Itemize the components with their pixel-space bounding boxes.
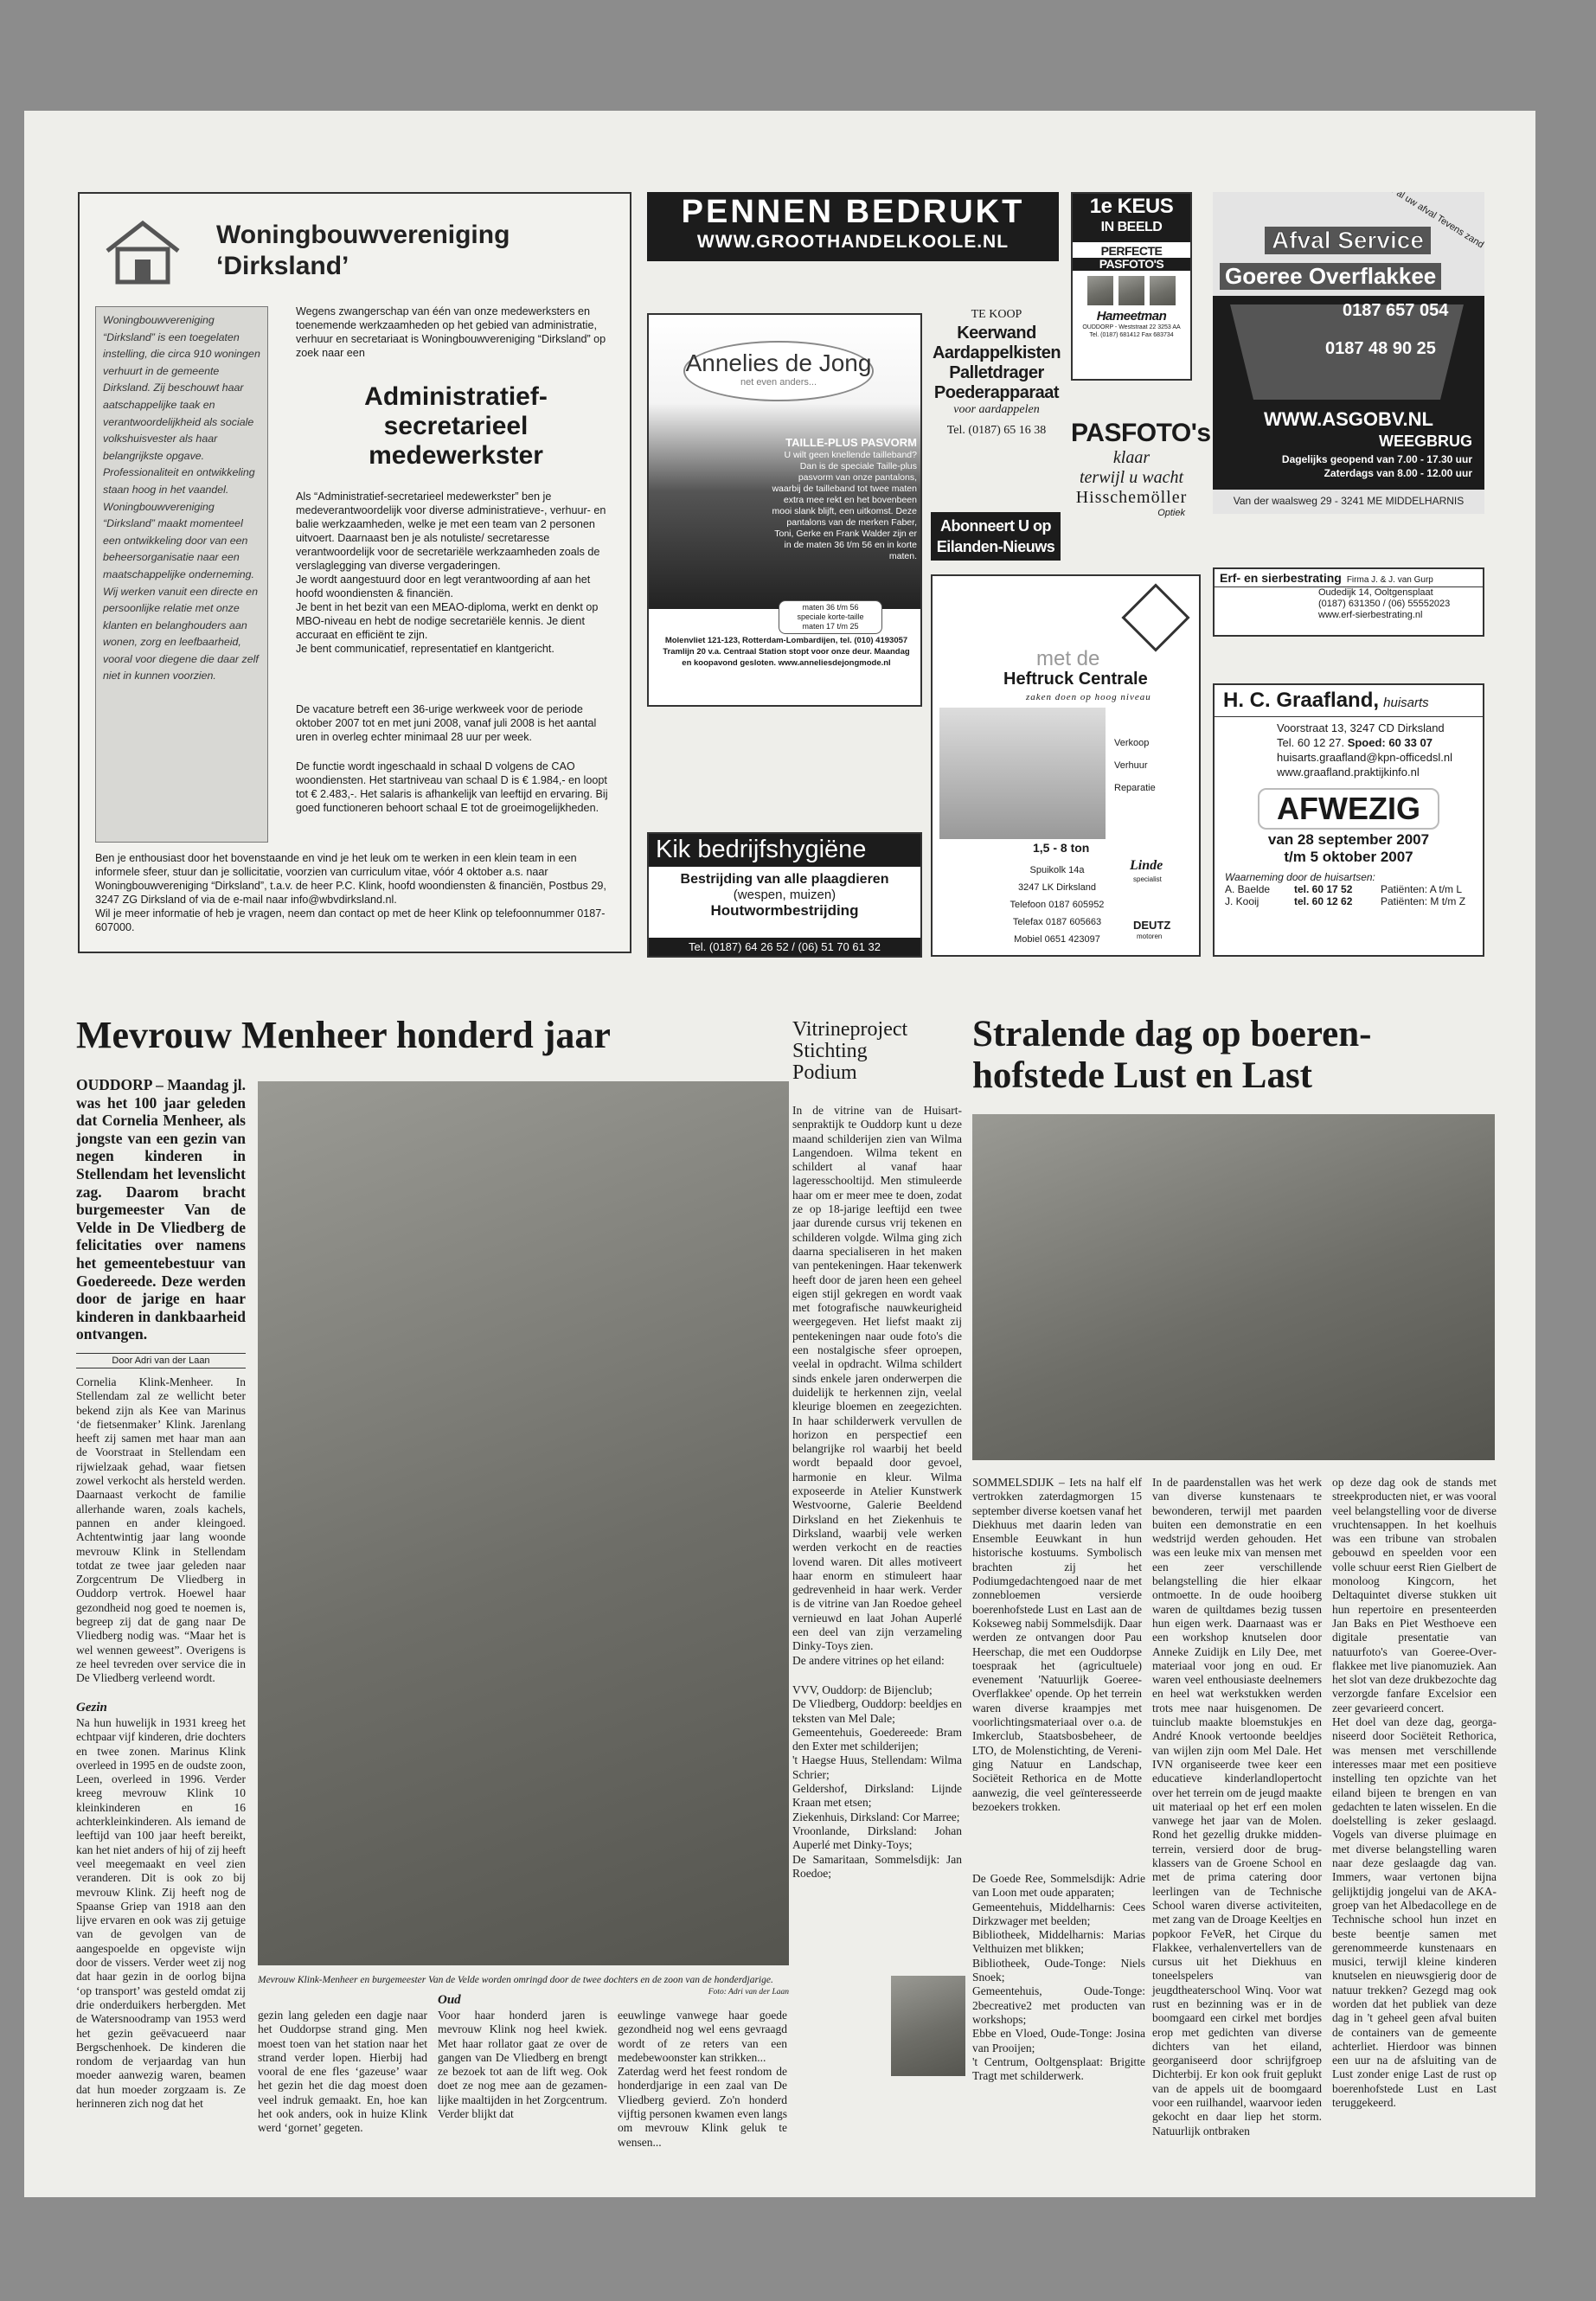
vitrine-item: Geldershof, Dirksland: Lijnde Kraan met etsen; — [792, 1782, 962, 1810]
brand-oval — [683, 341, 874, 401]
house-logo-icon — [104, 218, 182, 285]
erf-title: Erf- en sierbestrating — [1220, 571, 1342, 585]
erf-address: Oudedijk 14, Ooltgensplaat — [1318, 587, 1433, 598]
article1-headline: Mevrouw Menheer honderd jaar — [76, 1014, 611, 1056]
article1-sub-oud: Oud — [438, 1993, 461, 2007]
afval-line2: Goeree Overflakkee — [1220, 263, 1441, 290]
vitrine-item: Bibliotheek, Oude-Tonge: Niels Snoek; — [972, 1956, 1145, 1984]
pasfotos-store: Hisschemöller — [1075, 488, 1188, 507]
afval-address: Van der waalsweg 29 - 3241 ME MIDDELHARNIS — [1213, 490, 1484, 514]
vacancy-hours: De vacature betreft een 36-urige werkweek voor de periode oktober 2007 tot en met juni 2008, vanaf juli 2008 is het aantal uren in overleg echter minimaal 28 uur per week. — [296, 703, 597, 743]
deutz-sub: motoren — [1137, 933, 1163, 940]
salary-text: De functie wordt ingeschaald in schaal D volgens de CAO woondiensten. Het startniveau van schaal D is € 1.984,- en loopt tot € 2.483,-. Het salaris is afhankelijk van leeftijd en ervaring. Bij goed functioneren behoort schaal E tot de groeimogelijkheden. — [296, 760, 608, 814]
keus-ad — [1071, 192, 1192, 381]
vitrine-item: Ebbe en Vloed, Oude-Tonge: Josina van Prooijen; — [972, 2027, 1145, 2054]
heftruck-service-reparatie: Reparatie — [1114, 783, 1156, 793]
doc1-tel: tel. 60 17 52 — [1294, 883, 1353, 895]
article1-col3: Voor haar honderd jaren is mevrouw Klink nog heel kwiek. Met haar rollator gaat ze over de gangen van De Vliedberg en brengt ze bezoek tot aan de lift weg. Ook doet ze nog mee aan de gezamenlijke maaltijden in het Zorgcentrum. Verder blijkt dat — [438, 2009, 607, 2121]
vitrine-item: Gemeentehuis, Middelharnis: Cees Dirkzwager met beelden; — [972, 1900, 1145, 1927]
afval-phone1: 0187 657 054 — [1343, 301, 1449, 320]
kik-line3: Houtwormbestrijding — [710, 902, 859, 919]
kik-line2: (wespen, muizen) — [733, 888, 836, 902]
erf-firm: Firma J. & J. van Gurp — [1346, 575, 1433, 585]
passport-photo — [1118, 276, 1144, 305]
tekoop-sub: voor aardappelen — [953, 403, 1040, 416]
heftruck-range: 1,5 - 8 ton — [1033, 841, 1090, 855]
pasfotos-wacht: terwijl u wacht — [1080, 468, 1183, 487]
afval-weegbrug: WEEGBRUG — [1379, 433, 1472, 450]
doctor-email: huisarts.graafland@kpn-officedsl.nl — [1277, 751, 1453, 764]
article2-list2 — [972, 1872, 1145, 2083]
doctor-role: huisarts — [1383, 695, 1429, 710]
afval-hours2: Zaterdags van 8.00 - 12.00 uur — [1324, 467, 1472, 479]
application-text: Ben je enthousiast door het bovenstaande en vind je het leuk om te werken in een klein team in een informele sfeer, stuur dan je sollicitatie, voorzien van curriculum vitae, vóór 4 oktober a.s. naar Woningbouwvereniging “Dirksland”, t.a.v. de heer P.C. Klink, hoofd woondiensten & financiën, Postbus 29, 3247 ZG Dirksland of via de e-mail naar info@wbvdirksland.nl. Wil je meer informatie of heb je vragen, neem dan contact op met de heer Klink op telefoonnummer 0187-607000. — [95, 852, 606, 933]
painter-photo — [891, 1976, 965, 2076]
vitrine-item: VVV, Ouddorp: de Bijenclub; — [792, 1683, 933, 1696]
keus-store: Hameetman — [1096, 309, 1167, 324]
article1-sub-gezin: Gezin — [76, 1701, 107, 1715]
afval-phone2: 0187 48 90 25 — [1325, 339, 1436, 358]
kik-ad — [647, 832, 922, 958]
tekoop-items: Keerwand Aardappelkisten Palletdrager Poederapparaat — [932, 324, 1061, 402]
article2-headline: Vitrineproject Stichting Podium — [792, 1018, 908, 1084]
linde-sub: specialist — [1133, 875, 1162, 883]
pennen-title: PENNEN BEDRUKT — [681, 194, 1025, 230]
pasfotos-klaar: klaar — [1112, 448, 1151, 467]
vitrine-item: De Vliedberg, Ouddorp: beeldjes en teksten van Mel Dale; — [792, 1697, 962, 1725]
tekoop-label: TE KOOP — [971, 308, 1022, 321]
linde-logo: Linde — [1130, 858, 1163, 873]
heftruck-service-verkoop: Verkoop — [1114, 738, 1150, 748]
store-address: Molenvliet 121-123, Rotterdam-Lombardijen, tel. (010) 4193057 Tramlijn 20 v.a. Centraal Station stopt voor onze deur. Maandag en koopavond gesloten. www.anneliesdejongmode.nl — [663, 636, 910, 668]
afval-ad — [1213, 192, 1484, 514]
farm-event-photo — [972, 1114, 1495, 1460]
brand-tagline: net even anders... — [740, 377, 817, 388]
pasfotos-title: PASFOTO's — [1071, 419, 1211, 447]
vitrine-item: De Samaritaan, Sommelsdijk: Jan Roedoe; — [792, 1852, 962, 1880]
keus-address: OUDDORP - Weststraat 22 3253 AA Tel. (0187) 681412 Fax 683734 — [1082, 324, 1181, 338]
tekoop-phone: Tel. (0187) 65 16 38 — [946, 424, 1047, 437]
doctor-name: H. C. Graafland, — [1223, 689, 1380, 712]
sizes-badge: maten 36 t/m 56 speciale korte-taille maten 17 t/m 25 — [779, 600, 882, 634]
forklift-photo — [939, 708, 1106, 839]
keus-line1: 1e KEUS — [1089, 195, 1174, 218]
article2-col1: In de vitrine van de Huisartsenpraktijk te Ouddorp kunt u deze maand schilderijen zien van Wilma Langendoen. Wilma tekent en schildert al vanaf haar lageresschooltijd. Men stimuleerde haar om er meer mee te doen, zodat ze op 18-jarige leeftijd een twee jaar durende cursus vrij tekenen en schilderen volgde. Wilma ging zich daarna specialiseren in het maken van pentekeningen. Haar tekenwerk heeft door de jaren heen een geheel eigen stijl gekregen en wordt vaak met fotografische nauwkeurigheid weergegeven. Het liefst maakt zij pentekeningen naar oude foto's die een nostalgische sfeer oproepen, veelal in opdracht. Wilma schildert sinds enkele jaren onderwerpen die duidelijk te herkennen zijn, veelal kleurige bloemen en zeegezichten. In haar schilderwerk vervullen de horizon en perspectief een belangrijke rol waarbij het beeld wordt bepaald door gevoel, harmonie en kleur. Wilma exposeerde in Atelier Kunstwerk Westvoorne, Galerie Beeldend Dirksland en het Ziekenhuis te Dirksland, waarbij vele werken werden verkocht en de reacties lovend waren. Dit alles motiveert haar enorm en stimuleert haar gedrevenheid in haar werk. Verder is de vitrine van Jan Roedoe geheel vernieuwd en laat Johan Auperlé een deel van zijn verzameling Dinky-Toys zien. — [792, 1104, 962, 1653]
article1-byline: Door Adri van der Laan — [76, 1353, 246, 1368]
pennen-url: WWW.GROOTHANDELKOOLE.NL — [696, 232, 1010, 252]
subscribe-ad: Abonneert U op Eilanden-Nieuws — [931, 512, 1061, 561]
doctor-address: Voorstraat 13, 3247 CD Dirksland — [1277, 721, 1445, 734]
heftruck-ad — [931, 574, 1201, 957]
tekoop-ad — [927, 308, 1066, 472]
doc2-patients: Patiënten: M t/m Z — [1381, 895, 1466, 907]
article1-col1b: Na hun huwelijk in 1931 kreeg het echtpaar vijf kinderen, drie dochters en twee zonen. Marinus Klink overleed in 1995 en de oudste zoon, Leen, overleed in 1996. Verder kreeg mevrouw Klink 10 kleinkinderen en 16 achterkleinkinderen. Als iemand de leeftijd van 100 jaar heeft bereikt, kan het niet anders of hij of zij heeft veel meegemaakt en veel zien veranderen. Dit is ook zo bij mevrouw Klink. Zij heeft nog de Spaanse Griep van 1918 aan den lijve ervaren en ook was zij getuige van de gevolgen van de aangespoelde en opgeviste wijn door de vissers. Verder weet zij nog dat haar gezin in de oorlog bijna ‘op transport’ was gesteld omdat zij drie onderduikers herbergden. Met de Watersnoodramp van 1953 werd het gezin geëvacueerd naar Bergschenhoek. De kinderen die rondom de verjaardag van hun moeder aanwezig waren, beamen dat hun moeder zorgzaam is. Ze herinneren zich nog dat het — [76, 1716, 246, 2111]
afwezig-dates: van 28 september 2007 t/m 5 oktober 2007 — [1267, 831, 1430, 865]
heftruck-tagline: zaken doen op hoog niveau — [1026, 692, 1151, 702]
heftruck-logo-icon — [1121, 583, 1189, 651]
article3-headline: Stralende dag op boeren- hofstede Lust en Last — [972, 1014, 1372, 1096]
job-description: Als “Administratief-secretarieel medewerkster” ben je medeverantwoordelijk voor diverse administratieve-, verhuur- en balie werkzaamheden, welke je met een team van 2 personen uitvoert. Daarnaast ben je als notuliste/ secretaresse verantwoordelijk voor de secretariële werkzaamheden zoals de verslaglegging van diverse vergaderingen. Je wordt aangestuurd door en legt verantwoording af aan het hoofd woondiensten & financiën. Je bent in het bezit van een MEAO-diploma, werkt en denkt op MBO-niveau en hebt de nodige secretariële kennis. Je dient accuraat en efficiënt te zijn. Je bent communicatief, representatief en klantgericht. — [296, 490, 606, 655]
erf-url: www.erf-sierbestrating.nl — [1318, 610, 1423, 620]
doctor-web: www.graafland.praktijkinfo.nl — [1277, 766, 1420, 779]
article3-col2: In de paardenstallen was het werk van diverse kunstenaars te bewonderen, terwijl met paarden buiten een demonstratie en een wedstrijd werden gehouden. Het was een leuke mix van mensen met een zeer verschillende belangstelling die hier elkaar ontmoette. In de oude hooiberg waren de quiltdames bezig tussen hun eigen werk. Daarnaast was er een workshop knutselen door Anneke Zuidijk en Lily Dee, met materiaal voor jong en oud. Er waren veel enthousiaste deelnemers en heel wat werkstukken werden trots mee naar huisgenomen. De tuinclub maakte bloemstukjes en André Knook vertoonde beeldjes van wijlen zijn oom Mel Dale. Het IVN organiseerde twee keer een educatieve kinderlandlopertocht over het terrein om de jeugd maakte uit materiaal op het erf een molen vanwege het jaar van de Molen. Rond het gezellig drukke middenterrein, versierd door de brugklassers van de Groene School en met de prima catering door leerlingen van de Technische School waren diverse activiteiten, met zang van de Droage Keeltjes en popkoor FeVeR, het Cirque du Flakkee, verhalenvertellers van de cursus uit het Diekhuus en toneelspelers van jeugdtheaterschool Winq. Voor wat rust en bezinning was er in de boomgaard een cirkel met bordjes erop met gedichten van diverse dichters van het eiland, georganiseerd door schrijfgroep Dichterbij. Er kon ook fruit geplukt van de appels uit de boomgaard voor een ruilhandel, waarvoor ieden gekocht en daar liep het storm. Natuurlijk ontbraken — [1152, 1476, 1322, 2138]
article2-list-intro: De andere vitrines op het eiland: — [792, 1654, 945, 1667]
heftruck-service-verhuur: Verhuur — [1114, 760, 1148, 771]
article2-col2: eeuwlinge vanwege haar goede gezondheid nog wel eens gevraagd wordt of ze reters van een medebewoonster kan strikken... Zaterdag werd het feest rondom de honderdjarige in een zaal van De Vliedberg gevierd. Zo'n honderd vijftig personen kwamen even langs om mevrouw Klink geluk te wensen... — [618, 2009, 787, 2149]
keus-line2: IN BEELD — [1100, 220, 1163, 234]
vitrine-item: Ziekenhuis, Dirksland: Cor Marree; — [792, 1810, 960, 1823]
kik-phone: Tel. (0187) 64 26 52 / (06) 51 70 61 32 — [649, 938, 920, 956]
article3-col1: SOMMELSDIJK – Iets na half elf vertrokken zaterdagmorgen 15 september diverse koetsen vanaf het Diekhuus met daarin leden van Ensemble Eeuwkant in hun historische kostuums. Symbolisch brachten zij het Podiumgedachtengoed naar de met zonnebloemen versierde boerenhofstede Lust en Last aan de Kokseweg nabij Sommelsdijk. Daar werden ze ontvangen door Pau Heerschap, die met een Ouddorpse toespraak het (agricultuele) evenement 'Natuurlijk Goeree-Overflakkee' opende. Op het terrein waren diverse kraampjes met voorlichtingsmateriaal over o.a. de Imkerclub, Staatsbosbeheer, de LTO, de Molenstichting, de Vereniging Natuur en Landschap, Sociëteit Rethorica en de Motte aanwezig, die veel geïnteresseerde bezoekers trokken. — [972, 1476, 1142, 1813]
pennen-ad — [647, 192, 1059, 261]
ad-headline: TAILLE-PLUS PASVORM — [785, 436, 917, 449]
vitrine-item: 't Haegse Huus, Stellendam: Wilma Schrier; — [792, 1753, 962, 1781]
heftruck-metde: met de — [1036, 647, 1100, 670]
brand-name: Annelies de Jong — [685, 349, 872, 376]
intro-text: Wegens zwangerschap van één van onze medewerksters en toenemende werkzaamheden op het gebied van administratie, verhuur en secretariaat is Woningbouwvereniging “Dirksland” op zoek naar een — [296, 305, 606, 359]
vitrine-item: 't Centrum, Ooltgensplaat: Brigitte Tragt met schilderwerk. — [972, 2054, 1145, 2083]
vitrine-item: Bibliotheek, Middelharnis: Marias Velthuizen met blikken; — [972, 1928, 1145, 1956]
annelies-ad — [647, 313, 922, 707]
waarneming-label: Waarneming door de huisartsen: — [1225, 871, 1375, 883]
deutz-logo: DEUTZ — [1133, 919, 1171, 932]
vitrine-item: Vroonlande, Dirksland: Johan Auperlé met Dinky-Toys; — [792, 1823, 962, 1852]
article1-lead: OUDDORP – Maandag jl. was het 100 jaar geleden dat Cornelia Menheer, als jongste van een gezin van negen kinderen in Stellendam het levenslicht zag. Daarom bracht burgemeester Van de Velde in De Vliedberg de felicitaties over namens het gemeentebestuur van Goedereede. Deze werden door de jarige en haar kinderen in dankbaarheid ontvangen. — [76, 1076, 246, 1343]
org-title: Woningbouwvereniging ‘Dirksland’ — [216, 221, 510, 280]
sidebar-panel — [95, 306, 268, 843]
article1-credit: Foto: Adri van der Laan — [708, 1988, 789, 1997]
vitrine-item: De Goede Ree, Sommelsdijk: Adrie van Loon met oude apparaten; — [972, 1872, 1145, 1900]
doctor-tel: Tel. 60 12 27. — [1277, 736, 1345, 749]
graafland-ad — [1213, 683, 1484, 957]
doc1-patients: Patiënten: A t/m L — [1381, 883, 1463, 895]
afval-url: WWW.ASGOBV.NL — [1264, 408, 1433, 430]
doc2-tel: tel. 60 12 62 — [1294, 895, 1353, 907]
passport-photo — [1150, 276, 1176, 305]
article2-list1 — [792, 1683, 962, 1881]
erf-phone: (0187) 631350 / (06) 55552023 — [1318, 599, 1451, 609]
passport-photo — [1087, 276, 1113, 305]
article1-col2: gezin lang geleden een dagje naar het Ouddorpse strand ging. Men moest toen van het station naar het strand verder lopen. Hierbij had vooral de ene fles ‘gazeuse’ waar het gezin het die dag moest doen veel indruk gemaakt. En, hoe kan het ook anders, ook in huize Klink werd ‘gornet’ gegeten. — [258, 2009, 427, 2135]
afval-line1: Afval Service — [1265, 227, 1431, 254]
erf-ad — [1213, 567, 1484, 637]
kik-title: Kik bedrijfshygiëne — [649, 834, 920, 867]
keus-line3: PERFECTE — [1100, 244, 1163, 258]
pasfotos-ad — [1071, 419, 1211, 548]
ad-copy: U wilt geen knellende tailleband? Dan is de speciale Taille-plus pasvorm van onze pantalons, waarbij de tailleband tot twee maten extra mee rekt en het bovenbeen mooi slank blijft, een uitkomst. Deze pantalons van de merken Faber, Toni, Gerke en Frank Walder zijn er in de maten 36 t/m 56 en in korte maten. — [772, 450, 917, 561]
article1-caption: Mevrouw Klink-Menheer en burgemeester Van de Velde worden omringd door de twee dochters en de zoon van de honderdjarige. — [258, 1975, 773, 1985]
afval-corner-text: al uw afval Tevens zand en — [1394, 192, 1484, 258]
vitrine-item: Gemeentehuis, Oude-Tonge: 2becreative2 met producten van workshops; — [972, 1984, 1145, 2026]
article3-col3: op deze dag ook de stands met streekproducten niet, er was vooral veel belangstelling voor de diverse vruchtensappen. In het koelhuis was een tribune van strobalen gebouwd en speelden voor een volle schuur eerst Rien Gielbert de monoloog Kingcorn, het Deltaquintet diverse stukken uit hun repertoire en presenteerden Jan Baks en Piet Westhoeve een digitale presentatie van natuurfoto's van Goeree-Overflakkee met live pianomuziek. Aan het slot van deze drukbezochte dag verzorgde fanfare Excelsior een zeer gevarieerd concert. Het doel van deze dag, georganiseerd door Sociëteit Rethorica, was mensen met verschillende interesses maar met een positieve instelling ten opzichte van het eiland bijeen te brengen en van gedachten te laten wisselen. En die doelstelling is zeker geslaagd. Vogels van diverse pluimage en met diverse belangstelling waren naar deze geslaagde dag van. Immers, waar vertonen bijna gelijktijdig jongelui van de AKA-groep van het Albedacollege en de Technische school hun inzet en beste beentje samen met gerenommeerde kunstenaars en musici, terwijl kleine kinderen knutselen en nieuwsgierig door de natuur trekken? Gezegd mag ook worden dat het publiek van deze dag in 't geheel geen afval buiten de containers van de gemeente achterliet. Hierdoor was binnen een uur na de afsluiting van de Lust zonder enige Last de rust op boerenhofstede Lust en Last teruggekeerd. — [1332, 1476, 1497, 2110]
pasfotos-optiek: Optiek — [1157, 508, 1185, 518]
article1-col1: Cornelia Klink-Menheer. In Stellendam zal ze wellicht beter bekend zijn als Kee van Marinus ‘de fietsenmaker’ Klink. Jarenlang heeft zij samen met haar man aan de Voorstraat in Stellendam een rijwielzaak gehad, waar fietsen zowel verkocht als hersteld werden. Daarnaast verkocht de familie allerhande waren, zoals kachels, pannen en ander kleingoed. Achtentwintig jaar lang woonde mevrouw Klink in Stellendam totdat ze twee jaar geleden naar Zorgcentrum De Vliedberg in Ouddorp vertrok. Hoewel haar gezondheid nog goed te noemen is, begreep zij dat de gang naar De Vliedberg nodig was. “Maar het is wel wennen geweest”. Overigens is ze heel tevreden over service die in De Vliedberg verleend wordt. — [76, 1375, 246, 1685]
doc2-name: J. Kooij — [1225, 895, 1259, 907]
keus-line4: PASFOTO'S — [1073, 258, 1190, 271]
doc1-name: A. Baelde — [1225, 883, 1271, 895]
heftruck-address: Spuikolk 14a 3247 LK Dirksland Telefoon 0187 605952 Telefax 0187 605663 Mobiel 0651 423097 — [1010, 865, 1105, 945]
job-title: Administratief- secretarieel medewerkster — [364, 382, 548, 470]
vitrine-item: Gemeentehuis, Goedereede: Bram den Exter met schilderijen; — [792, 1725, 962, 1753]
afval-hours1: Dagelijks geopend van 7.00 - 17.30 uur — [1281, 453, 1472, 465]
centenarian-photo — [258, 1081, 789, 1965]
kik-line1: Bestrijding van alle plaagdieren — [680, 872, 889, 887]
doctor-spoed: Spoed: 60 33 07 — [1347, 736, 1433, 749]
heftruck-title: Heftruck Centrale — [1003, 670, 1148, 689]
afwezig-badge: AFWEZIG — [1258, 788, 1439, 830]
sidebar-text: Woningbouwvereniging “Dirksland” is een toegelaten instelling, die circa 910 woningen verhuurt in de gemeente Dirksland. Zij beschouwt haar aatschappelijke taak en verantwoordelijkheid als sociale volkshuisvester als haar belangrijkste opgave. Professionaliteit en ontwikkeling staan hoog in het vaandel. Woningbouwvereniging “Dirksland” maakt momenteel een ontwikkeling door van een beheersorganisatie naar een maatschappelijke onderneming. Wij werken vanuit een directe en persoonlijke relatie met onze klanten en belanghouders aan wonen, zorg en leefbaarheid, vooral voor diegene die daar zelf niet in kunnen voorzien. — [103, 314, 260, 683]
woningbouw-ad — [78, 192, 631, 953]
